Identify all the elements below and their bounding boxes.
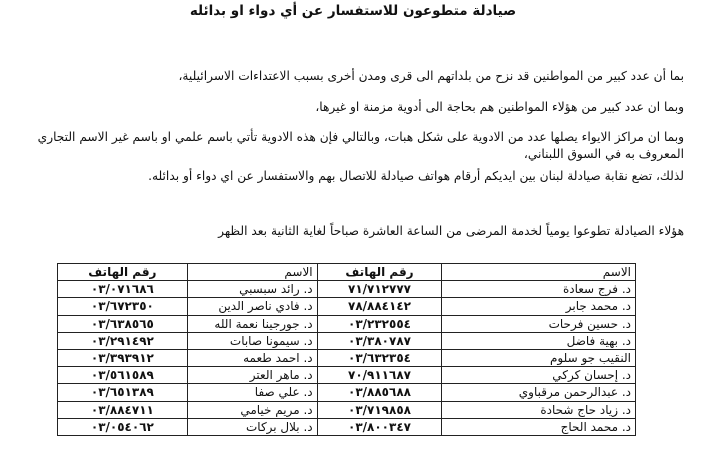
- table-row: [58, 418, 636, 435]
- pharmacist-name: د. زياد حاج شحادة: [442, 401, 636, 418]
- pharmacist-phone: ٠٣/٣٩٣٩١٢: [58, 349, 188, 366]
- table-header-row: [58, 264, 636, 281]
- pharmacist-name: د. رائد سبسبي: [187, 281, 317, 298]
- pharmacist-phone: ٠٣/٠٧١٦٨٦: [58, 281, 188, 298]
- table-row: [58, 298, 636, 315]
- pharmacist-phone: ٠٣/٨٨٥٦٨٨: [317, 384, 442, 401]
- pharmacist-phone: ٠٣/٦٣٢٣٥٤: [317, 349, 442, 366]
- pharmacist-name: د. حسين فرحات: [442, 315, 636, 332]
- header-phone-2: رقم الهاتف: [58, 264, 188, 281]
- document-title: صيادلة متطوعون للاستفسار عن أي دواء او بدائله: [189, 3, 517, 19]
- pharmacist-name: د. احمد طعمه: [187, 349, 317, 366]
- pharmacist-name: د. محمد جابر: [442, 298, 636, 315]
- paragraph-chronic-medicine: وبما ان عدد كبير من هؤلاء المواطنين هم بحاجة الى أدوية مزمنة او غيرها،: [315, 100, 684, 114]
- pharmacist-phone: ٠٣/٦٧٢٣٥٠: [58, 298, 188, 315]
- pharmacist-phone: ٧٨/٨٨٤١٤٢: [317, 298, 442, 315]
- header-name-1: الاسم: [442, 264, 636, 281]
- paragraph-syndicate-phones: لذلك، تضع نقابة صيادلة لبنان بين ايديكم أرقام هواتف صيادلة للاتصال بهم والاستفسار عن اي دواء أو بدائله.: [148, 169, 684, 183]
- table-row: [58, 332, 636, 349]
- pharmacist-name: د. علي صفا: [187, 384, 317, 401]
- pharmacist-name: د. فرج سعادة: [442, 281, 636, 298]
- table-row: [58, 367, 636, 384]
- table-row: [58, 401, 636, 418]
- pharmacist-name: د. فادي ناصر الدين: [187, 298, 317, 315]
- pharmacist-name: د. ماهر العتر: [187, 367, 317, 384]
- table-row: [58, 384, 636, 401]
- paragraph-donated-medicine: وبما ان مراكز الايواء يصلها عدد من الادوية على شكل هبات، وبالتالي فإن هذه الادوية تأتي باسم علمي او باسم غير الاسم التجاري المعروف به في السوق اللبناني،: [37, 130, 684, 161]
- pharmacist-phone: ٧٠/٩١١٦٨٧: [317, 367, 442, 384]
- header-name-2: الاسم: [187, 264, 317, 281]
- pharmacist-phone: ٠٣/٦٣٨٥٦٥: [58, 315, 188, 332]
- pharmacist-name: النقيب جو سلوم: [442, 349, 636, 366]
- pharmacist-phone: ٧١/٧١٢٧٧٧: [317, 281, 442, 298]
- header-phone-1: رقم الهاتف: [317, 264, 442, 281]
- paragraph-displacement: بما أن عدد كبير من المواطنين قد نزح من بلداتهم الى قرى ومدن أخرى بسبب الاعتداءات الاسرائيلية،: [178, 69, 684, 83]
- pharmacist-name: د. عبدالرحمن مرقباوي: [442, 384, 636, 401]
- pharmacist-name: د. مريم خيامي: [187, 401, 317, 418]
- pharmacist-phone: ٠٣/٥٦١٥٨٩: [58, 367, 188, 384]
- pharmacist-name: د. محمد الحاج: [442, 418, 636, 435]
- pharmacist-name: د. سيمونا صابات: [187, 332, 317, 349]
- volunteers-table: [57, 263, 636, 436]
- pharmacist-phone: ٠٣/٦٥١٣٨٩: [58, 384, 188, 401]
- pharmacist-name: د. إحسان كركي: [442, 367, 636, 384]
- pharmacist-name: د. بهية فاضل: [442, 332, 636, 349]
- pharmacist-name: د. جورجينا نعمة الله: [187, 315, 317, 332]
- pharmacist-phone: ٠٣/٢٣٢٥٥٤: [317, 315, 442, 332]
- pharmacist-phone: ٠٣/٧١٩٨٥٨: [317, 401, 442, 418]
- table-row: [58, 349, 636, 366]
- paragraph-volunteer-hours: هؤلاء الصيادلة تطوعوا يومياً لخدمة المرضى من الساعة العاشرة صباحاً لغاية الثانية بعد الظهر: [218, 224, 684, 238]
- pharmacist-phone: ٠٣/٨٨٤٧١١: [58, 401, 188, 418]
- pharmacist-name: د. بلال بركات: [187, 418, 317, 435]
- pharmacist-phone: ٠٣/٨٠٠٣٤٧: [317, 418, 442, 435]
- table-row: [58, 281, 636, 298]
- table-row: [58, 315, 636, 332]
- pharmacist-phone: ٠٣/٢٩١٤٩٢: [58, 332, 188, 349]
- pharmacist-phone: ٠٣/٣٨٠٧٨٧: [317, 332, 442, 349]
- pharmacist-phone: ٠٣/٠٥٤٠٦٢: [58, 418, 188, 435]
